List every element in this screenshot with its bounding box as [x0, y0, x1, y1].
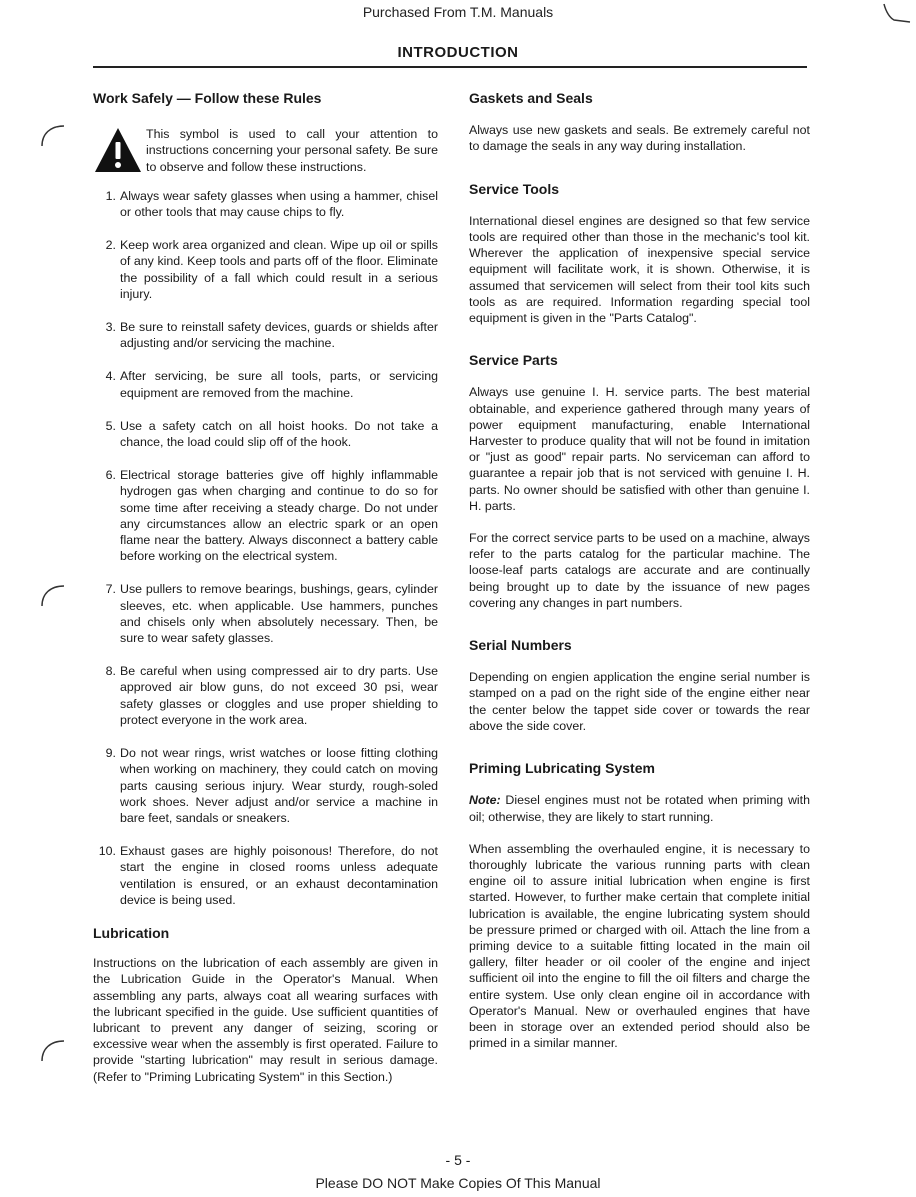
- list-item: [93, 237, 438, 302]
- list-item: [93, 188, 438, 220]
- serial-numbers-heading: Serial Numbers: [469, 637, 572, 654]
- priming-text: When assembling the overhauled engine, it is necessary to thoroughly lubricate the various running parts with clean engine oil to assure initial lubrication when engine is first started. However, to further make certain that complete initial lubrication is available, the engine lubricating system should be pressure primed or charged with oil. Attach the line from a priming device to a suitable fitting located in the main oil gallery, filter header or oil cooler of the engine and inject sufficient oil into the engine to fill the oil filters and charge the entire system. Use only clean engine oil in accordance with Operator's Manual. New or overhauled engines that have been in storage over an extended period should also be primed in a similar manner.: [469, 841, 810, 1051]
- list-item-number: 1.: [105, 188, 116, 203]
- list-item: [93, 581, 438, 646]
- list-item: [93, 418, 438, 450]
- list-item-text: Exhaust gases are highly poisonous! Therefore, do not start the engine in closed rooms unless adequate ventilation is ensured, or an exhaust decontamination device is being used.: [120, 844, 438, 907]
- service-parts-text: Always use genuine I. H. service parts. The best material obtainable, and experience gathered through many years of power equipment manufacturing, enable International Harvester to produce quality that will not be found in imitation or "just as good" repair parts. No serviceman can afford to guarantee a repair job that is not serviced with genuine I. H. parts. No owner should be satisfied with other than genuine I. H. parts.: [469, 385, 810, 513]
- copy-notice: Please DO NOT Make Copies Of This Manual: [315, 1175, 601, 1191]
- page-title: INTRODUCTION: [397, 44, 519, 61]
- header-rule: [93, 66, 807, 68]
- list-item: [93, 745, 438, 826]
- list-item-text: After servicing, be sure all tools, parts, or servicing equipment are removed from the machine.: [120, 369, 438, 400]
- list-item-text: Electrical storage batteries give off highly inflammable hydrogen gas when charging and continue to do so for some time after receiving a steady charge. Do not under any circumstances allow an electric spark or an open flame near the battery. Always disconnect a battery cable before working on the electrical system.: [120, 468, 438, 564]
- note-text: Diesel engines must not be rotated when priming with oil; otherwise, they are likely to start running.: [469, 793, 810, 824]
- service-parts-heading: Service Parts: [469, 352, 558, 369]
- safety-warning: [93, 126, 438, 175]
- punch-hole-mark: [38, 580, 68, 620]
- list-item-text: Use a safety catch on all hoist hooks. Do not take a chance, the load could slip off of the hook.: [120, 418, 438, 450]
- work-safely-heading: Work Safely — Follow these Rules: [93, 90, 322, 106]
- note-label: Note:: [469, 793, 501, 808]
- list-item: [93, 368, 438, 400]
- list-item-number: 8.: [105, 664, 116, 679]
- corner-scan-mark: [880, 2, 914, 26]
- service-parts-text: For the correct service parts to be used on a machine, always refer to the parts catalog for the particular machine. The loose-leaf parts catalogs are accurate and are continually being brought up to date by the issuance of new pages covering any changes in part numbers.: [469, 531, 810, 610]
- list-item: [93, 663, 438, 728]
- list-item-number: 2.: [105, 238, 116, 253]
- list-item: [93, 843, 438, 908]
- lubrication-text: Instructions on the lubrication of each assembly are given in the Lubrication Guide in the Operator's Manual. When assembling any parts, always coat all wearing surfaces with the lubricant specified in the guide. Use sufficient quantities of lubricant to prevent any danger of seizing, scoring or excessive wear when the assembly is first operated. Failure to provide "starting lubrication" may result in serious damage. (Refer to "Priming Lubricating System" in this Section.): [93, 956, 438, 1084]
- list-item-text: Keep work area organized and clean. Wipe up oil or spills of any kind. Keep tools and parts off of the floor. Eliminate the possibility of a fall which could result in a serious injury.: [120, 238, 438, 301]
- list-item-text: Do not wear rings, wrist watches or loose fitting clothing when working on machinery, they could catch on moving parts causing serious injury. Wear sturdy, rough-soled work shoes. Never adjust and/or service a machine in bare feet, sandals or sneakers.: [120, 746, 438, 825]
- list-item-number: 9.: [105, 746, 116, 761]
- purchase-notice: Purchased From T.M. Manuals: [362, 4, 554, 20]
- right-column: [469, 90, 810, 1051]
- list-item-number: 7.: [105, 582, 116, 597]
- priming-heading: Priming Lubricating System: [469, 760, 655, 777]
- serial-numbers-text: Depending on engien application the engine serial number is stamped on a pad on the right side of the engine either near the center below the tappet side cover or towards the rear above the side cover.: [469, 670, 810, 733]
- gaskets-heading: Gaskets and Seals: [469, 90, 593, 106]
- list-item-number: 5.: [105, 418, 116, 433]
- list-item: [93, 319, 438, 351]
- list-item-number: 6.: [105, 468, 116, 483]
- left-column: [93, 90, 438, 1085]
- punch-hole-mark: [38, 120, 68, 160]
- list-item-text: Be sure to reinstall safety devices, guards or shields after adjusting and/or servicing the machine.: [120, 320, 438, 351]
- safety-warning-text: This symbol is used to call your attention to instructions concerning your personal safety. Be sure to observe and follow these instructions.: [146, 127, 438, 174]
- lubrication-heading: Lubrication: [93, 924, 170, 941]
- safety-rules-list: [93, 188, 438, 908]
- priming-note: [469, 792, 810, 824]
- service-tools-heading: Service Tools: [469, 180, 560, 197]
- list-item-text: Be careful when using compressed air to dry parts. Use approved air blow guns, do not exceed 30 psi, wear safety glasses or cloggles and use proper shielding to protect everyone in the work area.: [120, 664, 438, 727]
- list-item-number: 3.: [105, 320, 116, 335]
- punch-hole-mark: [38, 1035, 68, 1075]
- gaskets-text: Always use new gaskets and seals. Be extremely careful not to damage the seals in any way during installation.: [469, 123, 810, 154]
- page-number: - 5 -: [445, 1152, 471, 1168]
- list-item-text: Always wear safety glasses when using a hammer, chisel or other tools that may cause chips to fly.: [120, 188, 438, 220]
- list-item-text: Use pullers to remove bearings, bushings, gears, cylinder sleeves, etc. when applicable. Use hammers, punches and chisels only when absolutely necessary. Then, be sure to wear safety glasses.: [120, 582, 438, 646]
- service-tools-text: International diesel engines are designed so that few service tools are required other than those in the mechanic's tool kit. Wherever the application of inexpensive special service equipment will facilitate work, it is shown. Otherwise, it is assumed that servicemen will select from their tool kits such tools as are required. Information regarding special tool equipment is given in the "Parts Catalog".: [469, 213, 810, 326]
- list-item-number: 10.: [98, 844, 116, 859]
- list-item-number: 4.: [105, 369, 116, 384]
- list-item: [93, 467, 438, 564]
- warning-triangle-icon: [93, 126, 143, 174]
